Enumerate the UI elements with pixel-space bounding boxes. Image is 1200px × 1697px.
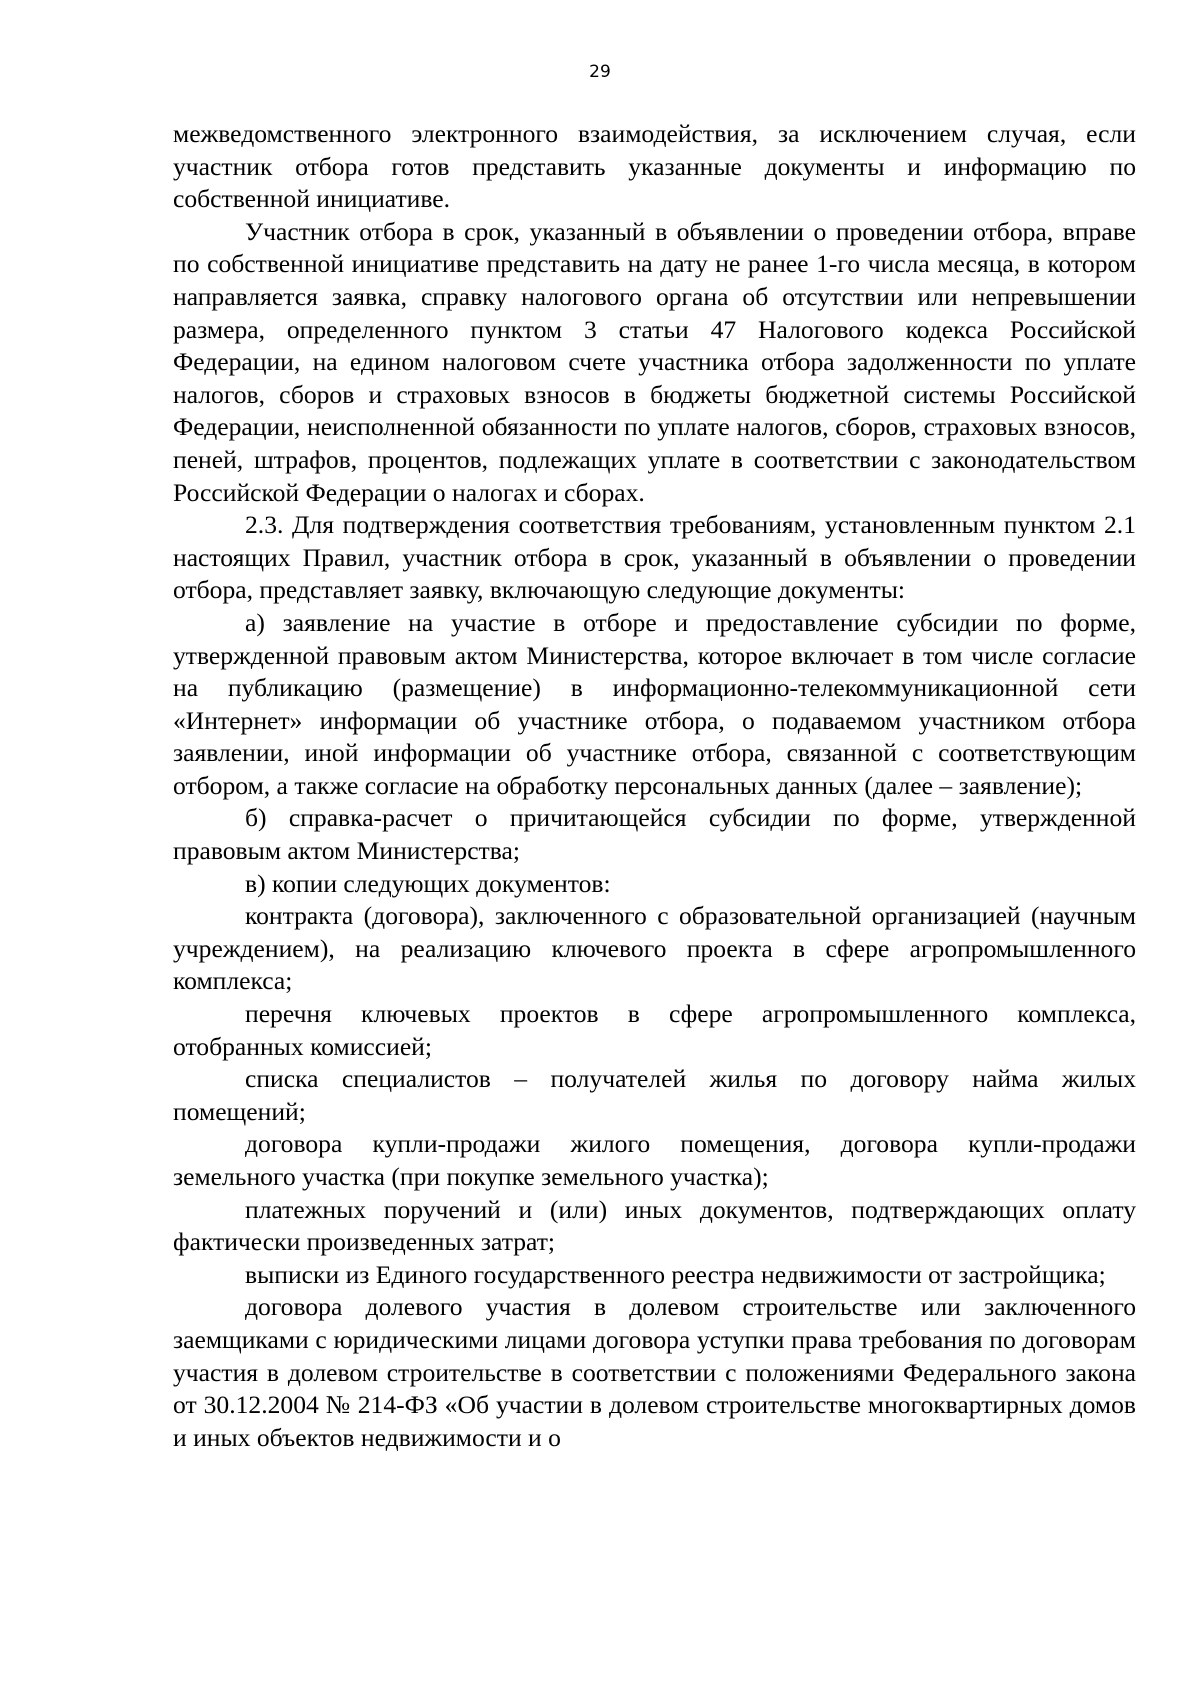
paragraph-tax-certificate: Участник отбора в срок, указанный в объявлении о проведении отбора, вправе по собственной инициативе представить на дату не ранее 1-го числа месяца, в котором направляется заявка, справку налогового органа об отсутствии или непревышении размера, определенного пунктом 3 статьи 47 Налогового кодекса Российской Федерации, на едином налоговом счете участника отбора задолженности по уплате налогов, сборов и страховых взносов в бюджеты бюджетной системы Российской Федерации, неисполненной обязанности по уплате налогов, сборов, страховых взносов, пеней, штрафов, процентов, подлежащих уплате в соответствии с законодательством Российской Федерации о налогах и сборах. [173, 216, 1136, 507]
paragraph-projects-list: перечня ключевых проектов в сфере агропромышленного комплекса, отобранных комиссией; [173, 999, 1136, 1061]
paragraph-contract: контракта (договора), заключенного с образовательной организацией (научным учреждением), на реализацию ключевого проекта в сфере агропромышленного комплекса; [173, 901, 1136, 996]
paragraph-payment-orders: платежных поручений и (или) иных документов, подтверждающих оплату фактически произведенных затрат; [173, 1194, 1136, 1257]
paragraph-purchase-contract: договора купли-продажи жилого помещения, договора купли-продажи земельного участка (при покупке земельного участка); [173, 1129, 1136, 1191]
paragraph-section-2-3: 2.3. Для подтверждения соответствия требованиям, установленным пунктом 2.1 настоящих Правил, участник отбора в срок, указанный в объявлении о проведении отбора, представляет заявку, включающую следующие документы: [173, 510, 1136, 605]
document-body [173, 118, 1136, 1454]
paragraph-specialists-list: списка специалистов – получателей жилья по договору найма жилых помещений; [173, 1064, 1136, 1126]
paragraph-item-b: б) справка-расчет о причитающейся субсидии по форме, утвержденной правовым актом Министерства; [173, 803, 1136, 866]
paragraph-continuation: межведомственного электронного взаимодействия, за исключением случая, если участник отбора готов представить указанные документы и информацию по собственной инициативе. [173, 119, 1136, 214]
paragraph-equity-contract: договора долевого участия в долевом строительстве или заключенного заемщиками с юридическими лицами договора уступки права требования по договорам участия в долевом строительстве в соответствии с положениями Федерального закона от 30.12.2004 № 214-ФЗ «Об участии в долевом строительстве многоквартирных домов и иных объектов недвижимости и о [173, 1292, 1136, 1452]
paragraph-item-v: в) копии следующих документов: [245, 868, 611, 898]
page-number: 29 [589, 62, 611, 82]
paragraph-item-a: а) заявление на участие в отборе и предоставление субсидии по форме, утвержденной правовым актом Министерства, которое включает в том числе согласие на публикацию (размещение) в информационно-телекоммуникационной сети «Интернет» информации об участнике отбора, о подаваемом участником отбора заявлении, иной информации об участнике отбора, связанной с соответствующим отбором, а также согласие на обработку персональных данных (далее – заявление); [173, 607, 1136, 800]
paragraph-registry-extract: выписки из Единого государственного реестра недвижимости от застройщика; [245, 1259, 1106, 1289]
